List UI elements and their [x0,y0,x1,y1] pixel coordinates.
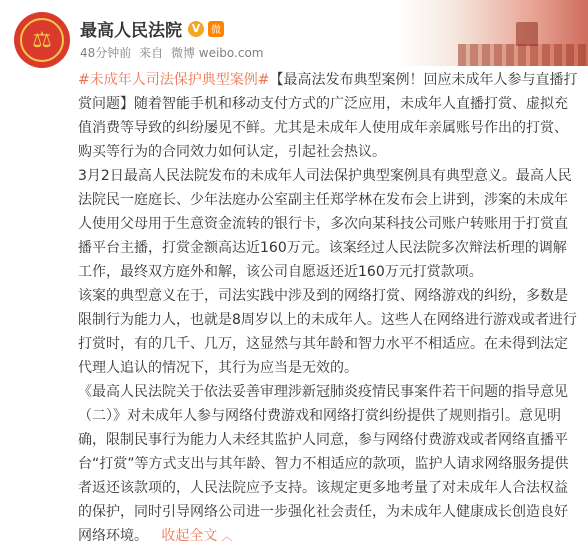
paragraph-2: 3月2日最高人民法院发布的未成年人司法保护典型案例具有典型意义。最高人民法院民一庭庭长、少年法庭办公室副主任郑学林在发布会上讲到，涉案的未成年人使用父母用于生意资金流转的银行卡，多次向某科技公司账户转账用于打赏直播平台主播，打赏金额高达近160万元。该案经过人民法院多次辩法析理的调解工作，最终双方庭外和解，该公司自愿返还近160万元打赏款项。 [78,168,572,280]
paragraph-3: 该案的典型意义在于，司法实践中涉及到的网络打赏、网络游戏的纠纷，多数是限制行为能力人，也就是8周岁以上的未成年人。这些人在网络进行游戏或者进行打赏时，有的几千、几万，这显然与其年龄和智力水平不相适应。在未得到法定代理人追认的情况下，其行为应当是无效的。 [78,288,577,376]
post-time[interactable]: 48分钟前 [80,46,132,60]
header-banner-decoration [398,0,588,66]
paragraph-4-text: 《最高人民法院关于依法妥善审理涉新冠肺炎疫情民事案件若干问题的指导意见（二）》对未成年人参与网络付费游戏和网络打赏纠纷提供了规则指引。意见明确，限制民事行为能力人未经其监护人同意，参与网络付费游戏或者网络直播平台“打赏”等方式支出与其年龄、智力不相适应的款项，监护人请求网络服务提供者返还该款项的，人民法院应予支持。该规定更多地考量了对未成年人合法权益的保护，同时引导网络公司进一步强化社会责任，为未成年人健康成长创造良好网络环境。 [78,384,569,544]
post-source[interactable]: 微博 weibo.com [170,46,264,60]
tower-decoration [516,22,538,46]
collapse-label: 收起全文 [161,528,218,544]
paragraph-1-text: 【最高法发布典型案例！回应未成年人参与直播打赏问题】随着智能手机和移动支付方式的广泛应用，未成年人直播打赏、虚拟充值消费等导致的纠纷屡见不鲜。尤其是未成年人使用成年亲属账号作出的打赏、购买等行为的合同效力如何认定，引起社会热议。 [78,72,578,160]
great-wall-decoration [458,44,588,66]
avatar[interactable] [14,12,70,68]
post-meta [80,44,268,61]
court-emblem-icon: ⚖ [20,18,64,62]
author-name[interactable]: 最高人民法院 [80,21,182,41]
source-prefix: 来自 [139,46,164,60]
paragraph-4 [78,380,578,549]
post-content [78,68,578,549]
paragraph-1 [78,68,578,164]
author-row [80,16,224,41]
chevron-up-icon: ︿ [221,530,233,543]
collapse-button[interactable] [161,528,232,544]
verified-badge-icon: V [188,21,204,37]
member-badge-icon: 微 [208,21,224,37]
hashtag-link[interactable]: #未成年人司法保护典型案例# [78,72,270,88]
